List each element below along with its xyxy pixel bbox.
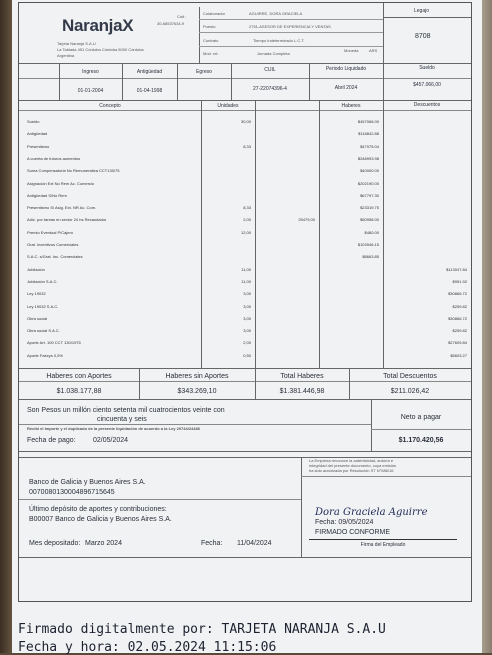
digital-signature-line: Firmado digitalmente por: TARJETA NARANJA S.A.U — [18, 622, 386, 637]
row-concepto: Premio Eventual P/Cajero — [27, 230, 74, 235]
mod-label: Mod. rel. — [203, 51, 219, 56]
cuit-label: Cuit : — [177, 14, 187, 19]
row-concepto: Antigüedad S/No Rem — [27, 193, 67, 198]
total-value-haberes: $1.381.446,98 — [279, 388, 325, 395]
row-unidades: 11,00 — [241, 279, 251, 284]
row-descuentos: $27609.84 — [448, 340, 467, 345]
son-pesos-text: Son Pesos un millón ciento setenta mil cuatrocientos veinte con — [27, 407, 225, 414]
row-descuentos: $113047.84 — [446, 267, 467, 272]
row-concepto: Aporte Faecys 0,5% — [27, 353, 64, 358]
puesto-value: 2751-ASESOR DE EXPERIENCIA Y VENTAS — [249, 24, 331, 29]
mod-value: Jornada Completa — [257, 51, 290, 56]
empresa-notice-2: integridad del presente documento, cuya emisión — [309, 463, 397, 468]
total-label-haberes: Total Haberes — [280, 373, 324, 380]
total-value-con-aportes: $1.038.177,88 — [56, 388, 102, 395]
puesto-label: Puesto — [203, 24, 216, 29]
row-haberes: $202190.00 — [357, 181, 379, 186]
son-pesos-text-2: cincuenta y seis — [97, 416, 147, 423]
row-concepto: Adic. por tareas en sector 24 hs Recaudador — [27, 217, 107, 222]
colaborador-value: AGUIRRE, DORA GRACIELA — [249, 11, 303, 16]
row-concepto: Grat. Incentivos Comerciales — [27, 242, 79, 247]
row-unidades: 3,00 — [243, 304, 251, 309]
payslip-document — [18, 2, 472, 602]
colaborador-label: Colaborador — [203, 11, 226, 16]
row-concepto: Jubilación S.A.C. — [27, 279, 58, 284]
ultimo-deposito-value: B00007 Banco de Galicia y Buenos Aires S.A. — [29, 516, 172, 523]
payslip-sheet — [12, 0, 482, 653]
empresa-notice-1: La Empresa reconoce la autenticidad, autoría e — [309, 458, 394, 463]
row-concepto: Suma Compensatoria No Remunerativa CCT130/75 — [27, 168, 120, 173]
row-haberes: $118842.88 — [358, 131, 379, 136]
egreso-label: Egreso — [196, 69, 212, 75]
periodo-label: Periodo Liquidado — [325, 66, 367, 72]
company-logo: NaranjaX — [62, 16, 134, 35]
row-unidades: 30,00 — [240, 119, 251, 124]
contrato-label: Contrato — [203, 38, 219, 43]
bank-account: 0070080130004896715645 — [29, 489, 115, 496]
row-haberes: $50958.00 — [360, 217, 379, 222]
neto-value: $1.170.420,56 — [398, 437, 444, 444]
row-concepto: Aporte Art. 100 CCT 130/1975 — [27, 340, 81, 345]
cuil-value: 27-22074396-4 — [253, 86, 287, 92]
row-concepto: Asignación Ext No Rem Ac. Comercio — [27, 181, 95, 186]
moneda-label: Moneda — [344, 48, 359, 53]
total-label-con-aportes: Haberes con Aportes — [46, 373, 112, 380]
total-label-descuentos: Total Descuentos — [383, 373, 437, 380]
header-descuentos: Descuentos — [413, 102, 441, 108]
row-unidades: 8,33 — [243, 205, 251, 210]
firma-fecha: Fecha: 09/05/2024 — [315, 519, 374, 526]
row-concepto: Presentismo — [27, 144, 50, 149]
row-concepto: Obra social — [27, 316, 48, 321]
row-descuentos: $5603.27 — [450, 353, 467, 358]
total-label-sin-aportes: Haberes sin Aportes — [165, 373, 229, 380]
cuil-label: CUIL — [264, 67, 276, 73]
row-unidades: 11,00 — [241, 267, 251, 272]
row-concepto: Sueldo — [27, 119, 40, 124]
total-value-descuentos: $211.026,42 — [390, 388, 430, 395]
legajo-label: Legajo — [414, 8, 430, 14]
row-descuentos: $30866.72 — [448, 291, 467, 296]
neto-label: Neto a pagar — [400, 414, 442, 421]
legajo-value: 8708 — [415, 33, 431, 40]
recibi-text: Recibí el importe y el duplicado de la presente liquidación de acuerdo a la Ley 20744/24486 — [27, 426, 200, 431]
company-name: Tarjeta Naranja S.A.U — [57, 41, 96, 46]
row-concepto: Antigüedad — [27, 131, 48, 136]
row-haberes: $480.00 — [364, 230, 379, 235]
sueldo-label: Sueldo — [419, 65, 435, 71]
row-haberes: $103946.15 — [357, 242, 379, 247]
company-address: La Tablada 451 Córdoba Córdoba 5000 Córdoba — [57, 47, 144, 52]
row-descuentos: $30866.72 — [448, 316, 467, 321]
row-haberes: $67797.30 — [360, 193, 379, 198]
row-descuentos: $259.82 — [452, 304, 467, 309]
row-unidades: 2,00 — [243, 217, 251, 222]
bank-name: Banco de Galicia y Buenos Aires S.A. — [29, 479, 146, 486]
mes-depositado-value: Marzo 2024 — [85, 540, 122, 547]
row-descuentos: $259.82 — [452, 328, 467, 333]
row-concepto: A cuenta de futuros aumentos — [27, 156, 81, 161]
row-concepto: Obra social S.A.C. — [27, 328, 60, 333]
row-unidades: 0,50 — [243, 353, 251, 358]
fecha-deposito-value: 11/04/2024 — [237, 540, 272, 547]
row-haberes: $40000.00 — [360, 168, 379, 173]
digital-signature-date: Fecha y hora: 02.05.2024 11:15:06 — [18, 640, 277, 655]
empresa-notice-3: ha sido autorizada por Resolución ST N°586/16 — [309, 468, 394, 473]
row-extra: 25479,00 — [298, 217, 315, 222]
moneda-value: ARS — [369, 48, 378, 53]
row-descuentos: $951.92 — [452, 279, 467, 284]
row-haberes: $457066.00 — [357, 119, 379, 124]
row-unidades: 12,00 — [240, 230, 251, 235]
cuit-value: 30-68537634-9 — [157, 21, 185, 26]
row-haberes: $248993.98 — [357, 156, 379, 161]
row-concepto: Presentismo S/ Asig. Ext. NR Ac. Com. — [27, 205, 97, 210]
ultimo-deposito-label: Último depósito de aportes y contribuciones: — [29, 506, 167, 513]
sueldo-value: $457.066,00 — [413, 82, 441, 88]
row-haberes: $8663.85 — [362, 254, 379, 259]
mes-depositado-label: Mes depositado: — [29, 540, 81, 547]
row-haberes: $23319.75 — [360, 205, 379, 210]
periodo-value: Abril 2024 — [334, 85, 358, 91]
employee-signature: Dora Graciela Aguirre — [315, 507, 428, 518]
ingreso-label: Ingreso — [82, 69, 99, 75]
contrato-value: Tiempo Indeterminado L.C.T. — [253, 38, 305, 43]
row-concepto: Ley 19032 — [27, 291, 46, 296]
firma-empleado-label: Firma del Empleado — [360, 542, 406, 548]
antiguedad-label: Antigüedad — [136, 69, 163, 75]
row-unidades: 8,33 — [243, 144, 251, 149]
row-unidades: 3,00 — [243, 291, 251, 296]
header-concepto: Concepto — [99, 103, 121, 109]
fecha-pago-value: 02/05/2024 — [93, 437, 129, 444]
fecha-deposito-label: Fecha: — [201, 540, 223, 547]
fecha-pago-label: Fecha de pago: — [27, 437, 76, 444]
row-haberes: $47975.04 — [360, 144, 379, 149]
firmado-conforme: FIRMADO CONFORME — [315, 529, 391, 536]
row-concepto: Ley 19032 S.A.C. — [27, 304, 59, 309]
ingreso-value: 01-01-2004 — [77, 88, 104, 94]
antiguedad-value: 01-04-1998 — [136, 88, 163, 94]
header-unidades: Unidades — [217, 103, 239, 109]
row-concepto: Jubilación — [27, 267, 45, 272]
header-haberes: Haberes — [341, 103, 361, 109]
row-concepto: S.A.C. s/Grat. Inc. Comerciales — [27, 254, 83, 259]
total-value-sin-aportes: $343.269,10 — [177, 388, 217, 395]
row-unidades: 3,00 — [243, 316, 251, 321]
row-unidades: 3,00 — [243, 328, 251, 333]
company-country: Argentina — [57, 53, 75, 58]
row-unidades: 2,00 — [243, 340, 251, 345]
